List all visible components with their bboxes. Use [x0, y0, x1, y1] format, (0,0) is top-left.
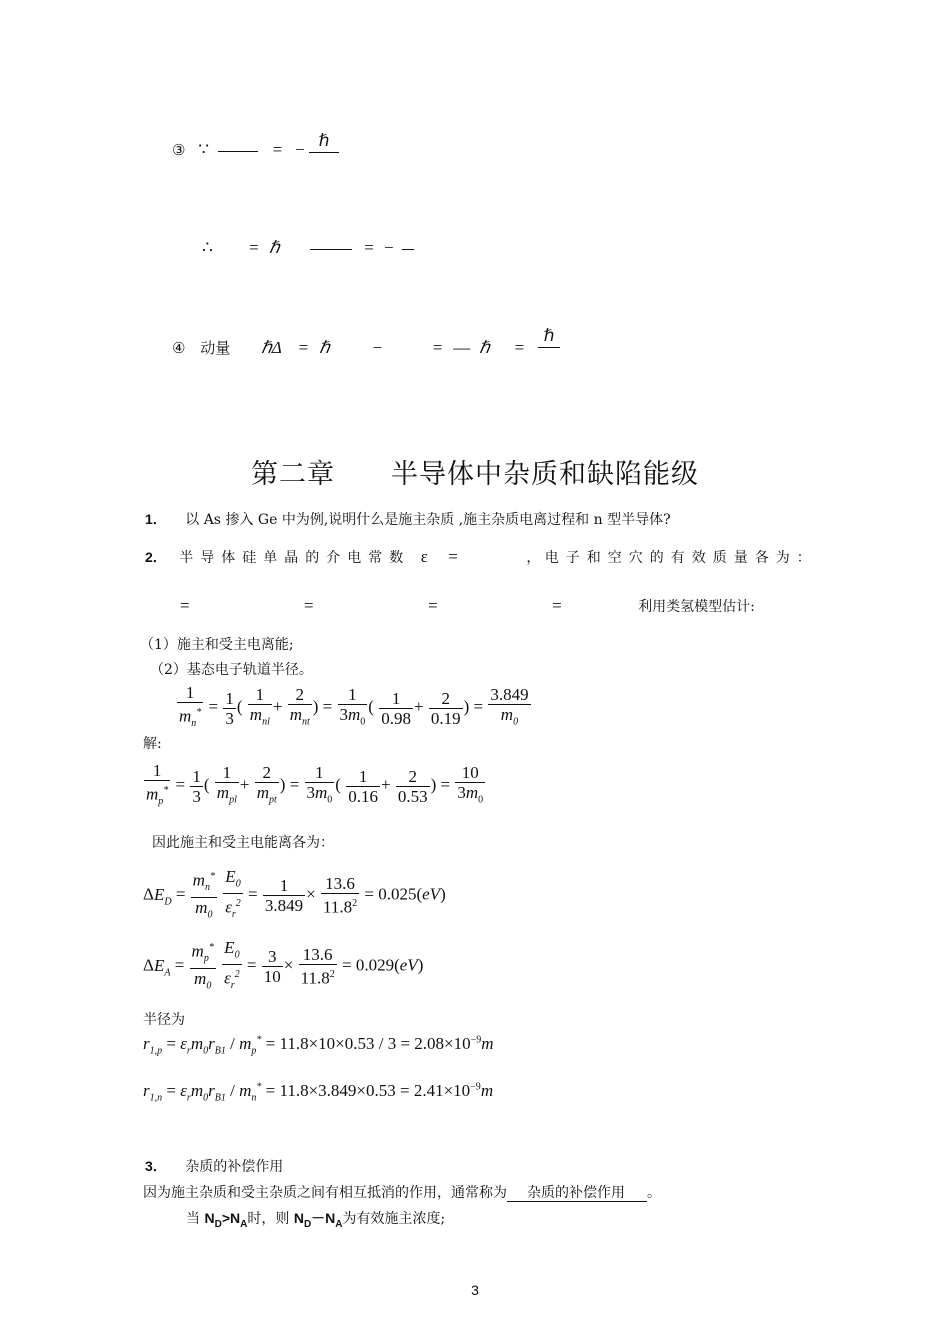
question-text: 电子和空穴的有效质量各为： [544, 550, 818, 566]
fraction-bar [310, 249, 352, 250]
item-number: ③ [172, 141, 186, 159]
equals-sign: = [180, 596, 190, 615]
hbar-symbol: ℏ [318, 338, 330, 357]
question-number: 1． [145, 511, 167, 527]
equals-sign: = [448, 547, 458, 566]
donor-energy-equation: $\Delta E_D$ = $\frac{m_n^*}{m_0}$ $\frac{E_0}{\varepsilon_r^2}$ = $\frac{1}{3.849}$ × $\frac{13.6}{11.8^2}$ = 0.025(eV) [143, 867, 446, 921]
sub-question-2: （2）基态电子轨道半径。 [150, 662, 313, 678]
hbar-symbol: ℏ [543, 326, 555, 345]
question-1 [145, 509, 671, 529]
electron-mass-equation: $\frac{1}{m_n^*}$ = $\frac{1}{3}$ ( $\frac{1}{m_{nl}}$ + $\frac{2}{m_{nt}}$ ) = $\frac{1}{3m_0}$ ( $\frac{1}{0.98}$ + $\frac{2}{0.19}$ ) = $\frac{3.849}{m_0}$ [179, 683, 529, 730]
radius-label: 半径为 [143, 1012, 185, 1028]
therefore-line [202, 238, 414, 258]
equals-sign: = [304, 596, 314, 615]
question-text: 以 As 掺入 Ge 中为例,说明什么是施主杂质 ,施主杂质电离过程和 n 型半导体? [185, 512, 671, 528]
radius-n-equation: $r_{1,n} = \varepsilon_rm_0r_{B1} / m_n^* = 11.8\times 3.849\times 0.53 = 2.41\times 10^{-9}m$ [143, 1081, 494, 1104]
question-number: 3． [145, 1158, 167, 1174]
equals-sign: = [552, 596, 562, 615]
equals-sign: = [432, 338, 443, 357]
hbar-symbol: ℏ [268, 238, 280, 257]
hbar-delta: ℏΔ [261, 338, 282, 357]
equals-sign: = [249, 238, 259, 257]
solution-label: 解: [143, 736, 162, 752]
momentum-label: 动量 [200, 339, 231, 357]
hbar-symbol: ℏ [479, 338, 490, 357]
minus-sign: − [384, 238, 394, 257]
comma: ， [526, 550, 541, 566]
chapter-title: 第二章 半导体中杂质和缺陷能级 [251, 459, 699, 490]
mass-values-line [180, 596, 755, 616]
equals-sign: = [364, 238, 374, 257]
hbar-fraction [309, 130, 339, 153]
sub-question-1: （1）施主和受主电离能; [140, 637, 294, 653]
hbar-symbol: ℏ [318, 131, 330, 150]
hole-mass-equation: $\frac{1}{m_p^*}$ = $\frac{1}{3}$ ( $\frac{1}{m_{pl}}$ + $\frac{2}{m_{pt}}$ ) = $\frac{1}{3m_0}$ ( $\frac{1}{0.16}$ + $\frac{2}{0.53}$ ) = $\frac{10}{3m_0}$ [146, 761, 484, 808]
minus-sign: − [372, 338, 383, 357]
minus-sign: − [295, 140, 305, 159]
question-number: 2． [145, 549, 167, 565]
hbar-fraction [538, 325, 560, 348]
radius-p-equation: $r_{1,p} = \varepsilon_rm_0r_{B1} / m_p^* = 11.8\times 10\times 0.53 / 3 = 2.08\times 10^{-9}m$ [143, 1034, 494, 1057]
compensation-paragraph: 因为施主杂质和受主杂质之间有相互抵消的作用，通常称为 杂质的补偿作用 。 [143, 1185, 661, 1201]
fraction-bar [218, 151, 258, 152]
therefore-symbol: ∴ [202, 238, 213, 257]
item-3-line [172, 140, 305, 160]
long-dash: — [453, 338, 471, 357]
ionization-intro: 因此施主和受主电能离各为： [152, 835, 334, 851]
equals-sign: = [428, 596, 438, 615]
question-2 [145, 547, 818, 567]
fill-in-blank: 杂质的补偿作用 [507, 1185, 647, 1202]
equals-sign: = [298, 338, 309, 357]
acceptor-energy-equation: $\Delta E_A$ = $\frac{m_p^*}{m_0}$ $\frac{E_0}{\varepsilon_r^2}$ = $\frac{3}{10}$ × $\frac{13.6}{11.8^2}$ = 0.029(eV) [143, 938, 424, 992]
model-instruction: 利用类氢模型估计: [638, 599, 755, 615]
item-number: ④ [172, 339, 186, 357]
item-4-line [172, 337, 524, 358]
equals-sign: = [514, 338, 525, 357]
question-title: 杂质的补偿作用 [185, 1159, 284, 1175]
epsilon-symbol: ε [420, 547, 428, 566]
question-3 [145, 1156, 283, 1176]
question-text: 半导体硅单晶的介电常数 [179, 550, 411, 566]
effective-donor-line: 当 $N_D>N_A$时，则 $N_D-N_A$为有效施主浓度; [186, 1210, 446, 1230]
because-symbol: ∵ [198, 140, 210, 159]
page-number: 3 [471, 1282, 479, 1298]
equals-sign: = [272, 140, 283, 159]
fraction-bar [402, 249, 414, 250]
